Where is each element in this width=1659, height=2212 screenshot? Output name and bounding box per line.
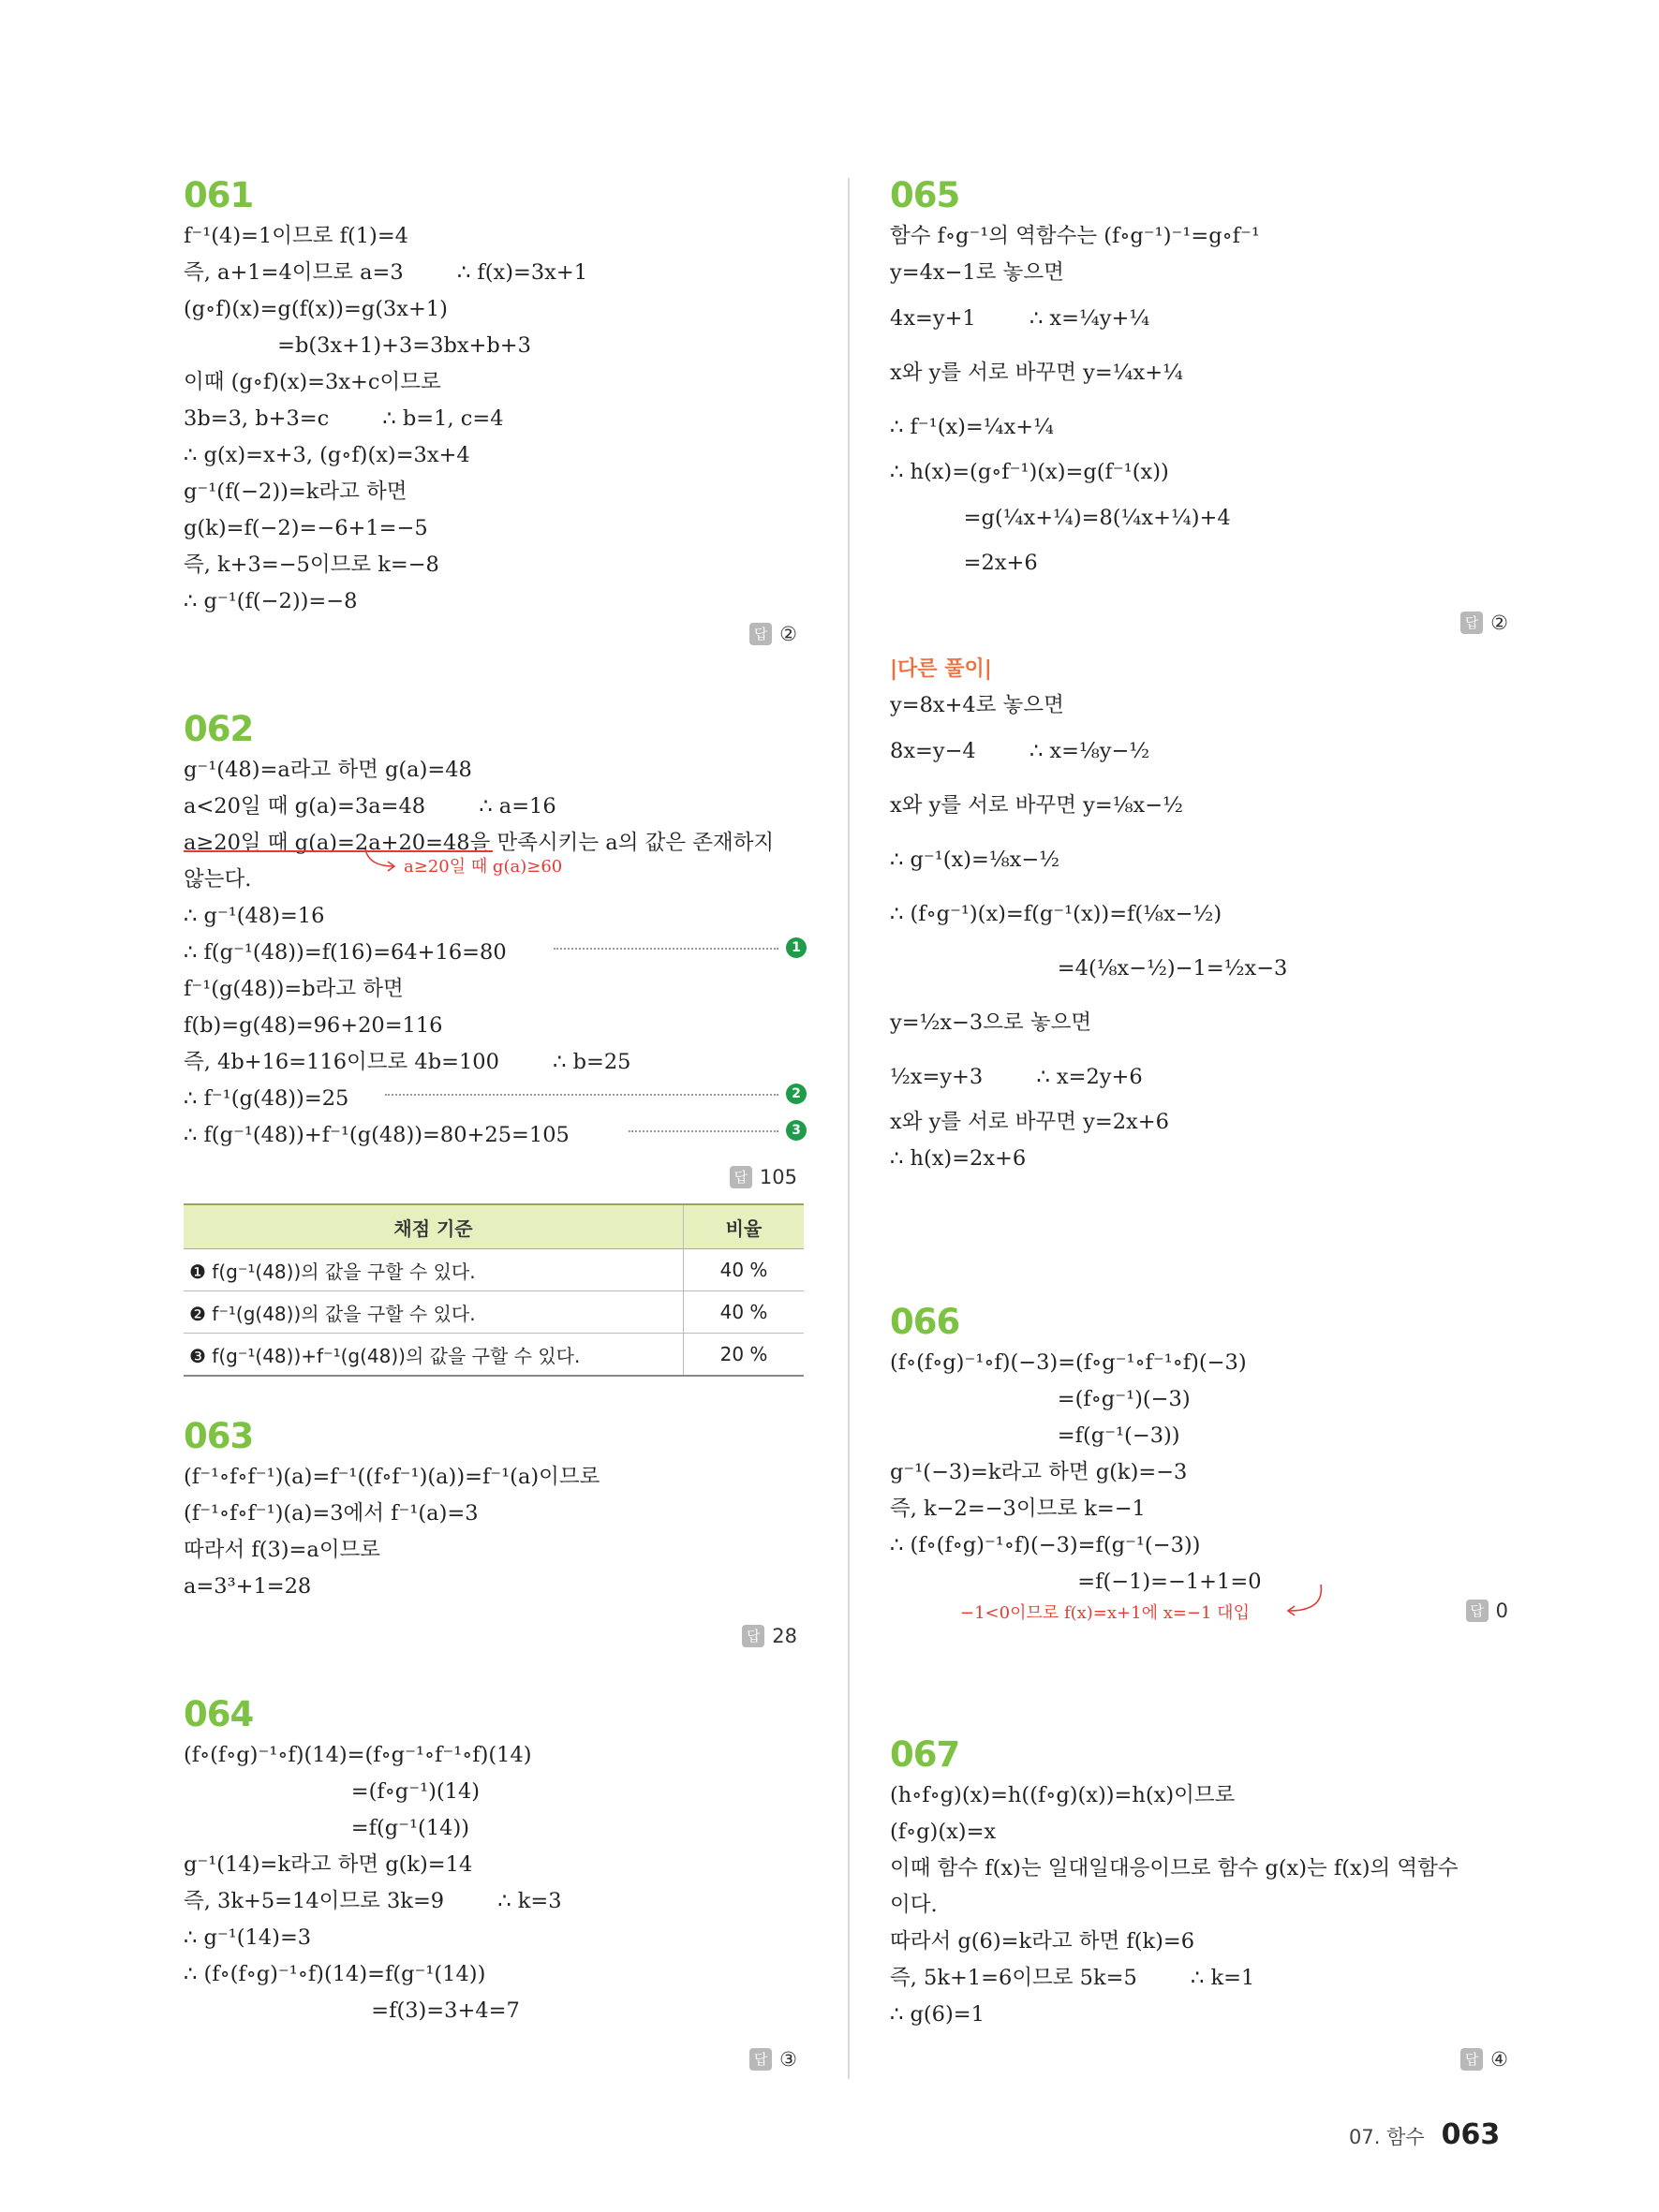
problem-number: 067 [890,1734,960,1775]
criteria-ratio: 40 % [684,1291,805,1334]
step-marker-3: 3 [786,1120,807,1141]
answer [1466,1600,1508,1622]
solution-line: g⁻¹(−3)=k라고 하면 g(k)=−3 [890,1460,1188,1484]
solution-line: =b(3x+1)+3=3bx+b+3 [184,333,531,358]
solution-line: a≥20일 때 g(a)=2a+20=48을 만족시키는 a의 값은 존재하지 [184,831,775,855]
answer-icon: 답 [1460,612,1483,634]
solution-line: 이때 (g∘f)(x)=3x+c이므로 [184,370,441,394]
answer-value: ④ [1490,2048,1508,2071]
problem-number: 062 [184,709,254,749]
criteria-label: ❶ f(g⁻¹(48))의 값을 구할 수 있다. [184,1249,684,1291]
problem-067 [890,1733,1518,2071]
note-text: a≥20일 때 g(a)≥60 [404,857,563,877]
problem-066 [890,1300,1518,1623]
solution-line: (g∘f)(x)=g(f(x))=g(3x+1) [184,297,448,321]
table-header: 비율 [684,1204,805,1249]
note-arrow-icon [1283,1581,1330,1618]
problem-061 [184,173,807,645]
dotted-leader [629,1130,778,1132]
problem-number: 061 [184,175,254,215]
solution-line: 즉, 4b+16=116이므로 4b=100 ∴ b=25 [184,1050,631,1074]
solution-line: 따라서 g(6)=k라고 하면 f(k)=6 [890,1929,1195,1954]
answer [1460,2048,1508,2071]
problem-063 [184,1414,807,1647]
solution-line: =4(⅛x−½)−1=½x−3 [890,956,1288,981]
table-header-row [184,1204,804,1249]
answer-icon: 답 [749,2048,772,2071]
solution-line: =f(g⁻¹(14)) [184,1816,470,1840]
answer [749,2048,797,2071]
solution-line: ∴ (f∘(f∘g)⁻¹∘f)(14)=f(g⁻¹(14)) [184,1962,486,1986]
solution-line: =2x+6 [890,551,1038,575]
page-number: 063 [1441,2118,1501,2151]
problem-065 [890,173,1518,1171]
answer-icon: 답 [730,1166,752,1188]
solution-line: f(b)=g(48)=96+20=116 [184,1013,443,1038]
solution-line: =g(¼x+¼)=8(¼x+¼)+4 [890,506,1231,530]
table-header: 채점 기준 [184,1204,684,1249]
problem-062 [184,707,807,1367]
answer [749,623,797,645]
solution-line: ∴ g⁻¹(f(−2))=−8 [184,589,358,613]
solution-line: a<20일 때 g(a)=3a=48 ∴ a=16 [184,794,556,818]
solution-line: ∴ (f∘g⁻¹)(x)=f(g⁻¹(x))=f(⅛x−½) [890,902,1222,926]
answer-icon: 답 [1466,1600,1489,1622]
solution-line: f⁻¹(g(48))=b라고 하면 [184,977,404,1001]
solution-line: ∴ g(6)=1 [890,2002,985,2027]
solution-line: ∴ f⁻¹(x)=¼x+¼ [890,415,1054,439]
step-marker-2: 2 [786,1084,807,1104]
solution-line: 따라서 f(3)=a이므로 [184,1538,381,1562]
solution-line: 않는다. [184,867,252,892]
note-arrow-icon [362,846,399,874]
table-row [184,1291,804,1334]
solution-line: ½x=y+3 ∴ x=2y+6 [890,1065,1143,1089]
solution-line: 이다. [890,1893,938,1917]
column-divider [848,178,850,2079]
alt-heading: |다른 풀이| [890,657,992,681]
solution-line: =f(−1)=−1+1=0 [890,1570,1262,1594]
solution-line: f⁻¹(4)=1이므로 f(1)=4 [184,224,408,248]
answer [1460,612,1508,634]
criteria-ratio: 40 % [684,1249,805,1291]
solution-line: x와 y를 서로 바꾸면 y=2x+6 [890,1110,1169,1134]
answer-value: 0 [1495,1600,1508,1622]
solution-line: ∴ f(g⁻¹(48))=f(16)=64+16=80 [184,940,507,965]
solution-line: a=3³+1=28 [184,1574,312,1599]
note-text: −1<0이므로 f(x)=x+1에 x=−1 대입 [960,1603,1250,1623]
answer [730,1166,797,1188]
page-footer [1349,2118,1500,2151]
dotted-leader [554,948,778,950]
solution-line: 즉, k+3=−5이므로 k=−8 [184,553,439,577]
problem-number: 065 [890,175,960,215]
solution-line: (f⁻¹∘f∘f⁻¹)(a)=3에서 f⁻¹(a)=3 [184,1501,479,1526]
solution-line: g⁻¹(f(−2))=k라고 하면 [184,479,407,504]
solution-line: ∴ (f∘(f∘g)⁻¹∘f)(−3)=f(g⁻¹(−3)) [890,1533,1201,1557]
answer-value: ② [1490,612,1508,634]
criteria-ratio: 20 % [684,1334,805,1377]
step-marker-1: 1 [786,937,807,958]
answer-value: ③ [779,2048,797,2071]
solution-line: ∴ g⁻¹(14)=3 [184,1925,312,1950]
answer-icon: 답 [1460,2048,1483,2071]
answer-value: ② [779,623,797,645]
note-underline [184,850,493,852]
table-row [184,1334,804,1377]
solution-line: 이때 함수 f(x)는 일대일대응이므로 함수 g(x)는 f(x)의 역함수 [890,1856,1459,1880]
answer-value: 28 [772,1625,797,1647]
alternative-solution [890,651,1518,1177]
problem-064 [184,1692,807,2071]
solution-line: (h∘f∘g)(x)=h((f∘g)(x))=h(x)이므로 [890,1783,1236,1807]
scoring-table [184,1203,804,1377]
solution-line: (f∘(f∘g)⁻¹∘f)(−3)=(f∘g⁻¹∘f⁻¹∘f)(−3) [890,1350,1247,1375]
solution-line: y=½x−3으로 놓으면 [890,1010,1092,1035]
solution-line: 즉, a+1=4이므로 a=3 ∴ f(x)=3x+1 [184,260,588,285]
answer-icon: 답 [742,1625,764,1647]
solution-line: y=4x−1로 놓으면 [890,260,1064,285]
solution-line: 함수 f∘g⁻¹의 역함수는 (f∘g⁻¹)⁻¹=g∘f⁻¹ [890,224,1260,248]
chapter-label: 07. 함수 [1349,2126,1425,2148]
solution-line: x와 y를 서로 바꾸면 y=⅛x−½ [890,793,1183,818]
solution-line: 즉, k−2=−3이므로 k=−1 [890,1497,1146,1521]
solution-line: 즉, 5k+1=6이므로 5k=5 ∴ k=1 [890,1966,1255,1990]
problem-number: 066 [890,1302,960,1342]
problem-number: 063 [184,1416,254,1456]
solution-line: =f(3)=3+4=7 [184,1998,520,2023]
solution-line: =(f∘g⁻¹)(−3) [890,1387,1191,1411]
solution-line: g⁻¹(48)=a라고 하면 g(a)=48 [184,758,472,782]
solution-line: g⁻¹(14)=k라고 하면 g(k)=14 [184,1852,473,1877]
solution-line: (f∘g)(x)=x [890,1820,997,1844]
solution-line: g(k)=f(−2)=−6+1=−5 [184,516,428,540]
answer-icon: 답 [749,623,772,645]
solution-line: ∴ f(g⁻¹(48))+f⁻¹(g(48))=80+25=105 [184,1123,570,1147]
criteria-label: ❸ f(g⁻¹(48))+f⁻¹(g(48))의 값을 구할 수 있다. [184,1334,684,1377]
dotted-leader [385,1094,778,1096]
solution-line: 8x=y−4 ∴ x=⅛y−½ [890,739,1150,763]
solution-line: x와 y를 서로 바꾸면 y=¼x+¼ [890,361,1183,385]
solution-line: ∴ h(x)=2x+6 [890,1146,1027,1171]
solution-line: =f(g⁻¹(−3)) [890,1423,1180,1448]
problem-number: 064 [184,1694,254,1734]
solution-line: ∴ g⁻¹(48)=16 [184,904,325,928]
solution-line: (f∘(f∘g)⁻¹∘f)(14)=(f∘g⁻¹∘f⁻¹∘f)(14) [184,1743,532,1767]
solution-line: 3b=3, b+3=c ∴ b=1, c=4 [184,406,504,431]
solution-line: ∴ f⁻¹(g(48))=25 [184,1086,349,1111]
answer [742,1625,797,1647]
solution-line: y=8x+4로 놓으면 [890,693,1064,717]
solution-line: =(f∘g⁻¹)(14) [184,1779,481,1804]
answer-value: 105 [759,1166,797,1188]
table-row [184,1249,804,1291]
solution-line: ∴ g⁻¹(x)=⅛x−½ [890,848,1060,872]
criteria-label: ❷ f⁻¹(g(48))의 값을 구할 수 있다. [184,1291,684,1334]
solution-line: ∴ h(x)=(g∘f⁻¹)(x)=g(f⁻¹(x)) [890,460,1169,484]
solution-line: 즉, 3k+5=14이므로 3k=9 ∴ k=3 [184,1889,562,1913]
solution-line: (f⁻¹∘f∘f⁻¹)(a)=f⁻¹((f∘f⁻¹)(a))=f⁻¹(a)이므로 [184,1465,600,1489]
solution-line: 4x=y+1 ∴ x=¼y+¼ [890,306,1150,331]
solution-line: ∴ g(x)=x+3, (g∘f)(x)=3x+4 [184,443,470,467]
